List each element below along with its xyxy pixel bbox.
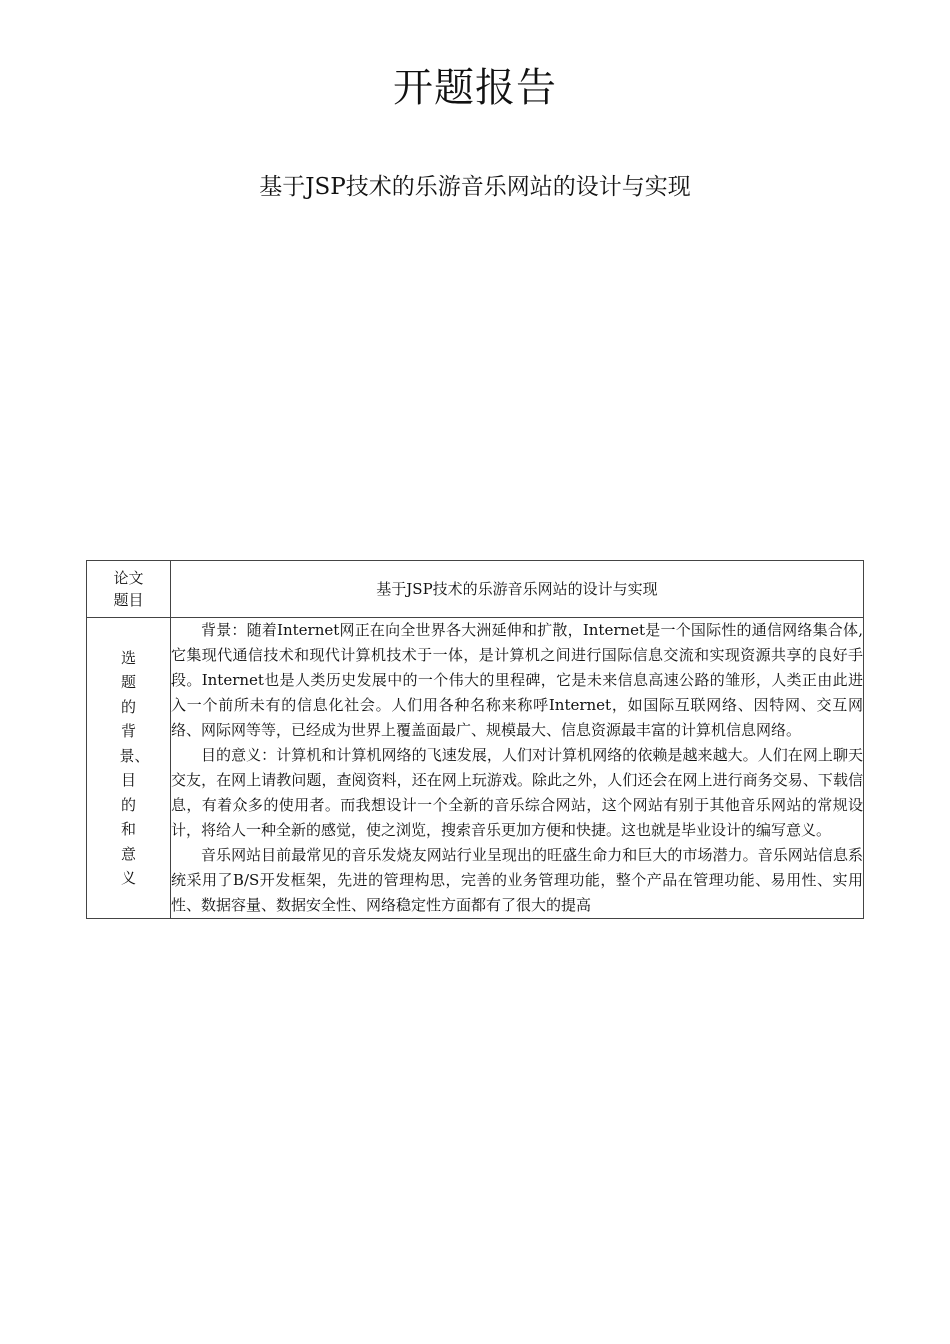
thesis-title-label-cell: [87, 561, 171, 618]
purpose-paragraph: 目的意义：计算机和计算机网络的飞速发展，人们对计算机网络的依赖是越来越大。人们在网上聊天交友，在网上请教问题，查阅资料，还在网上玩游戏。除此之外，人们还会在网上进行商务交易、下载信息，有着众多的使用者。而我想设计一个全新的音乐综合网站，这个网站有别于其他音乐网站的常规设计，将给人一种全新的感觉，使之浏览，搜索音乐更加方便和快捷。这也就是毕业设计的编写意义。: [171, 746, 863, 839]
table-row-background: [87, 618, 864, 919]
document-title: 开题报告: [393, 65, 557, 111]
thesis-title-value: 基于JSP技术的乐游音乐网站的设计与实现: [376, 580, 658, 598]
document-subtitle: 基于JSP技术的乐游音乐网站的设计与实现: [259, 174, 691, 200]
background-content-cell: [171, 618, 864, 919]
thesis-title-label: 论文题目: [113, 569, 144, 609]
background-paragraph: 背景：随着Internet网正在向全世界各大洲延伸和扩散，Internet是一个国际性的通信网络集合体,它集现代通信技术和现代计算机技术于一体，是计算机之间进行国际信息交流和实现资源共享的良好手段。Internet也是人类历史发展中的一个伟大的里程碑，它是未来信息高速公路的雏形，人类正由此进入一个前所未有的信息化社会。人们用各种名称来称呼Internet，如国际互联网络、因特网、交互网络、网际网等等，已经成为世界上覆盖面最广、规模最大、信息资源最丰富的计算机信息网络。: [171, 621, 863, 739]
thesis-title-value-cell: [171, 561, 864, 618]
background-purpose-significance-label: 选题的背景、目的和意义: [119, 648, 150, 887]
industry-paragraph: 音乐网站目前最常见的音乐发烧友网站行业呈现出的旺盛生命力和巨大的市场潜力。音乐网站信息系统采用了B/S开发框架，先进的管理构思，完善的业务管理功能，整个产品在管理功能、易用性、实用性、数据容量、数据安全性、网络稳定性方面都有了很大的提高: [171, 846, 863, 914]
table-row-thesis-title: [87, 561, 864, 618]
background-label-cell: [87, 618, 171, 919]
proposal-table: [86, 560, 864, 919]
